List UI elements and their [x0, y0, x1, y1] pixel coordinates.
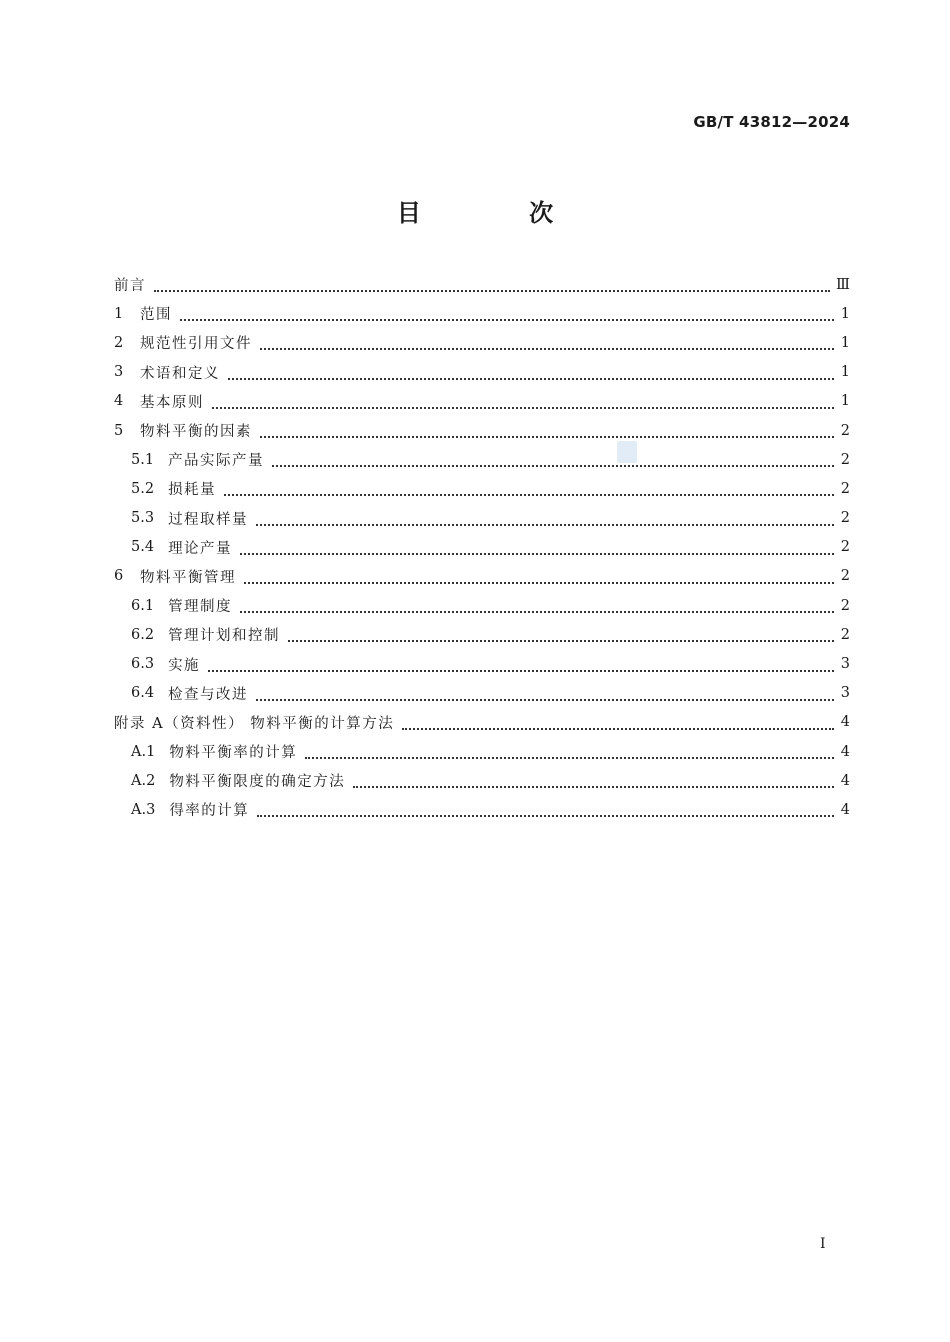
dot-leader — [240, 553, 834, 555]
toc-entry[interactable] — [114, 474, 850, 503]
dot-leader — [256, 524, 834, 526]
page-number: I — [820, 1236, 826, 1252]
toc-entry[interactable] — [114, 328, 850, 357]
page-title: 目 次 — [396, 199, 604, 227]
toc-entry-page: 3 — [840, 685, 850, 702]
toc-entry-page: 4 — [840, 714, 850, 731]
toc-entry-page: 2 — [840, 422, 850, 439]
toc-entry-page: 1 — [840, 305, 850, 322]
toc-entry[interactable] — [114, 562, 850, 591]
toc-entry-page: 2 — [840, 451, 850, 468]
dot-leader — [224, 494, 834, 496]
dot-leader — [256, 699, 834, 701]
toc-entry-number: 1 — [114, 305, 124, 322]
toc-entry[interactable] — [114, 445, 850, 474]
toc-entry[interactable] — [114, 416, 850, 445]
toc-entry-label: 过程取样量 — [168, 511, 249, 528]
dot-leader — [288, 640, 834, 642]
toc-entry-number: 5 — [114, 422, 124, 439]
toc-entry-number: 5.3 — [131, 510, 155, 527]
toc-entry-label: 检查与改进 — [168, 686, 249, 703]
toc-entry-page: 2 — [840, 626, 850, 643]
toc-entry-number: 5.4 — [131, 539, 155, 556]
dot-leader — [260, 436, 834, 438]
toc-entry-page: 4 — [840, 743, 850, 760]
dot-leader — [305, 757, 834, 759]
toc-entry-page: 2 — [840, 568, 850, 585]
dot-leader — [260, 348, 834, 350]
toc-entry-label: 规范性引用文件 — [140, 336, 252, 353]
toc-entry[interactable] — [114, 299, 850, 328]
toc-entry-page: 4 — [840, 801, 850, 818]
toc-entry[interactable] — [114, 358, 850, 387]
toc-entry[interactable] — [114, 504, 850, 533]
dot-leader — [208, 670, 834, 672]
toc-entry[interactable] — [114, 387, 850, 416]
toc-entry-page: 2 — [840, 480, 850, 497]
toc-entry-label: 实施 — [168, 657, 201, 674]
toc-entry-number: 4 — [114, 393, 124, 410]
dot-leader — [272, 465, 834, 467]
toc-entry-number: A.1 — [131, 743, 156, 760]
toc-entry-label: 产品实际产量 — [168, 453, 265, 470]
table-of-contents — [114, 270, 850, 825]
toc-entry[interactable] — [114, 679, 850, 708]
toc-entry-number: 5.2 — [131, 480, 155, 497]
toc-entry[interactable] — [114, 795, 850, 824]
toc-entry-label: 理论产量 — [168, 540, 233, 557]
toc-entry-label: 物料平衡的因素 — [140, 424, 252, 441]
toc-entry-number: 5.1 — [131, 451, 155, 468]
toc-entry[interactable] — [114, 620, 850, 649]
toc-entry-label: 术语和定义 — [140, 365, 220, 382]
toc-entry-page: 2 — [840, 597, 850, 614]
dot-leader — [244, 582, 834, 584]
toc-entry-label: 管理制度 — [168, 599, 233, 616]
toc-entry-number: 6.2 — [131, 626, 155, 643]
toc-entry-number: 6.1 — [131, 597, 155, 614]
toc-entry-label: 基本原则 — [140, 394, 204, 411]
toc-entry-label: 附录 A（资料性） 物料平衡的计算方法 — [114, 715, 395, 732]
dot-leader — [180, 319, 834, 321]
toc-entry[interactable] — [114, 649, 850, 678]
toc-entry-label: 物料平衡率的计算 — [169, 745, 298, 762]
dot-leader — [402, 728, 834, 730]
toc-entry-page: 2 — [840, 539, 850, 556]
toc-entry[interactable] — [114, 766, 850, 795]
toc-entry-label: 物料平衡限度的确定方法 — [169, 774, 346, 791]
toc-entry[interactable] — [114, 737, 850, 766]
toc-entry-number: 6.4 — [131, 685, 155, 702]
dot-leader — [240, 611, 834, 613]
toc-entry-label: 损耗量 — [168, 482, 217, 499]
toc-entry-number: A.2 — [131, 772, 156, 789]
dot-leader — [154, 290, 830, 292]
toc-entry-number: 6.3 — [131, 656, 155, 673]
toc-entry-label: 物料平衡管理 — [140, 569, 236, 586]
toc-entry-label: 前言 — [114, 278, 146, 295]
toc-entry-number: 6 — [114, 568, 124, 585]
toc-entry-page: 2 — [840, 510, 850, 527]
toc-entry[interactable] — [114, 270, 850, 299]
toc-entry-page: 3 — [840, 656, 850, 673]
toc-entry-page: 1 — [840, 364, 850, 381]
dot-leader — [353, 786, 834, 788]
dot-leader — [212, 407, 834, 409]
toc-entry-label: 得率的计算 — [169, 803, 250, 820]
toc-entry-label: 范围 — [140, 307, 172, 324]
toc-entry-page: 1 — [840, 334, 850, 351]
toc-entry-page: Ⅲ — [836, 276, 850, 293]
toc-entry[interactable] — [114, 533, 850, 562]
standard-code: GB/T 43812—2024 — [693, 113, 850, 131]
dot-leader — [257, 815, 834, 817]
toc-entry-page: 1 — [840, 393, 850, 410]
toc-entry-number: 3 — [114, 364, 124, 381]
toc-entry[interactable] — [114, 591, 850, 620]
dot-leader — [228, 378, 834, 380]
toc-entry-number: A.3 — [131, 801, 156, 818]
toc-entry-label: 管理计划和控制 — [168, 628, 281, 645]
toc-entry-page: 4 — [840, 772, 850, 789]
toc-entry-number: 2 — [114, 334, 124, 351]
toc-entry[interactable] — [114, 708, 850, 737]
